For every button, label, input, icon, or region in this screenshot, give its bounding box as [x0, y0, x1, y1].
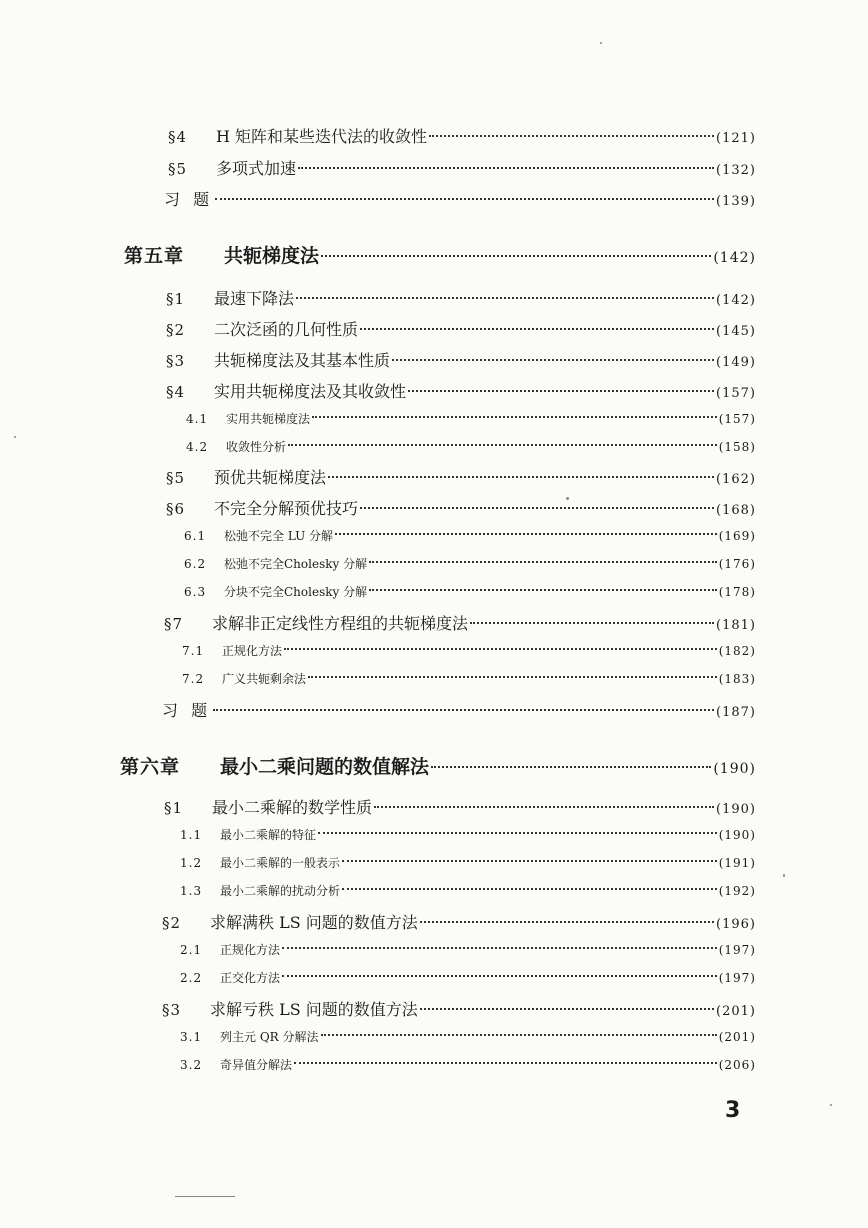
dot-leader	[328, 476, 714, 478]
page-number: (182)	[718, 644, 756, 658]
entry-title: 求解满秩 LS 问题的数值方法	[210, 913, 418, 932]
subsection-number: 1.1	[180, 828, 203, 842]
subsection-number: 7.2	[182, 672, 205, 686]
entry-title: 最小二乘解的数学性质	[212, 798, 373, 817]
section-number: §2	[166, 321, 186, 339]
page-number: (157)	[718, 412, 756, 426]
dot-leader	[288, 444, 717, 446]
subsection-number: 7.1	[182, 644, 205, 658]
subsection-number: 3.2	[180, 1058, 203, 1072]
subsection-number: 1.2	[180, 856, 203, 870]
toc-entry[interactable]	[162, 997, 756, 1020]
subsection-number: 2.1	[180, 943, 203, 957]
toc-entry[interactable]	[168, 124, 756, 147]
dot-leader	[429, 135, 714, 137]
toc-subentry[interactable]	[182, 670, 756, 687]
entry-title: 求解亏秩 LS 问题的数值方法	[210, 1000, 418, 1019]
section-number: §7	[164, 615, 184, 633]
subsection-number: 1.3	[180, 884, 203, 898]
entry-title: 奇异值分解法	[220, 1058, 293, 1072]
dot-leader	[318, 832, 717, 834]
toc-subentry[interactable]	[180, 969, 756, 986]
dot-leader	[470, 622, 714, 624]
toc-entry[interactable]	[166, 379, 756, 402]
subsection-number: 6.2	[184, 557, 207, 571]
entry-title: 实用共轭梯度法及其收敛性	[214, 382, 407, 401]
section-number: §2	[162, 914, 182, 932]
toc-subentry[interactable]	[184, 583, 756, 600]
chapter-number: 第六章	[120, 756, 181, 778]
page-number: (132)	[716, 163, 756, 178]
entry-title: 收敛性分析	[226, 440, 287, 454]
entry-title: 二次泛函的几何性质	[214, 320, 359, 339]
page-number: (142)	[713, 250, 756, 266]
entry-title: 习 题	[162, 701, 212, 720]
toc-entry[interactable]	[166, 317, 756, 340]
entry-title: 实用共轭梯度法	[226, 412, 311, 426]
toc-entry[interactable]	[166, 348, 756, 371]
toc-exercises-entry[interactable]	[162, 698, 756, 721]
toc-entry[interactable]	[166, 286, 756, 309]
page-number: (183)	[718, 672, 756, 686]
dot-leader	[342, 860, 717, 862]
section-number: §5	[168, 160, 188, 178]
page-number: (145)	[716, 324, 756, 339]
entry-title: 不完全分解预优技巧	[214, 499, 359, 518]
dot-leader	[408, 390, 714, 392]
toc-chapter-entry[interactable]	[120, 752, 756, 779]
page-number: (181)	[716, 618, 756, 633]
entry-title: 共轭梯度法及其基本性质	[214, 351, 391, 370]
entry-title: 正交化方法	[220, 971, 281, 985]
toc-subentry[interactable]	[180, 1056, 756, 1073]
page-number: (178)	[718, 585, 756, 599]
section-number: §6	[166, 500, 186, 518]
subsection-number: 3.1	[180, 1030, 203, 1044]
toc-subentry[interactable]	[182, 642, 756, 659]
chapter-title: 最小二乘问题的数值解法	[220, 756, 430, 778]
toc-entry[interactable]	[166, 465, 756, 488]
section-number: §5	[166, 469, 186, 487]
scan-speck	[566, 497, 569, 500]
entry-title: 多项式加速	[216, 159, 297, 178]
page-number: (190)	[713, 761, 756, 777]
toc-subentry[interactable]	[180, 1028, 756, 1045]
dot-leader	[294, 1062, 717, 1064]
chapter-title: 共轭梯度法	[224, 245, 320, 267]
entry-title: 广义共轭剩余法	[222, 672, 307, 686]
page-number: (149)	[716, 355, 756, 370]
dot-leader	[215, 198, 714, 200]
scan-speck	[600, 42, 602, 44]
dot-leader	[284, 648, 717, 650]
toc-subentry[interactable]	[180, 882, 756, 899]
entry-title: 松弛不完全 LU 分解	[224, 529, 334, 543]
section-number: §4	[168, 128, 188, 146]
page-number: (169)	[718, 529, 756, 543]
dot-leader	[360, 328, 714, 330]
dot-leader	[312, 416, 717, 418]
page-number: (157)	[716, 386, 756, 401]
entry-title: 松弛不完全Cholesky 分解	[224, 557, 368, 571]
toc-subentry[interactable]	[184, 555, 756, 572]
toc-subentry[interactable]	[184, 527, 756, 544]
section-number: §3	[162, 1001, 182, 1019]
dot-leader	[392, 359, 714, 361]
toc-entry[interactable]	[168, 156, 756, 179]
entry-title: 最小二乘解的特征	[220, 828, 317, 842]
entry-title: 预优共轭梯度法	[214, 468, 327, 487]
page-number: (190)	[716, 802, 756, 817]
page-number: (139)	[716, 194, 756, 209]
entry-title: 最小二乘解的扰动分析	[220, 884, 341, 898]
page-number: (142)	[716, 293, 756, 308]
section-number: §1	[166, 290, 186, 308]
page-number: (201)	[716, 1004, 756, 1019]
page-number: (162)	[716, 472, 756, 487]
entry-title: 正规化方法	[220, 943, 281, 957]
scan-speck	[14, 436, 16, 438]
toc-subentry[interactable]	[180, 826, 756, 843]
entry-title: 正规化方法	[222, 644, 283, 658]
page-folio-number: 3	[725, 1098, 741, 1123]
entry-title: 求解非正定线性方程组的共轭梯度法	[212, 614, 469, 633]
page-number: (187)	[716, 705, 756, 720]
dot-leader	[369, 561, 717, 563]
chapter-number: 第五章	[124, 245, 185, 267]
dot-leader	[369, 589, 717, 591]
scan-speck	[830, 1104, 832, 1106]
page-number: (196)	[716, 917, 756, 932]
toc-entry[interactable]	[164, 795, 756, 818]
subsection-number: 6.3	[184, 585, 207, 599]
scan-speck	[175, 1196, 235, 1197]
entry-title: 习 题	[164, 190, 214, 209]
page-number: (190)	[718, 828, 756, 842]
toc-entry[interactable]	[162, 910, 756, 933]
dot-leader	[308, 676, 717, 678]
page-number: (197)	[718, 943, 756, 957]
subsection-number: 4.2	[186, 440, 209, 454]
page-number: (197)	[718, 971, 756, 985]
toc-entry[interactable]	[166, 496, 756, 519]
entry-title: H 矩阵和某些迭代法的收敛性	[216, 127, 428, 146]
page-number: (206)	[718, 1058, 756, 1072]
entry-title: 分块不完全Cholesky 分解	[224, 585, 368, 599]
entry-title: 列主元 QR 分解法	[220, 1030, 319, 1044]
dot-leader	[282, 947, 717, 949]
page-number: (192)	[718, 884, 756, 898]
page-number: (176)	[718, 557, 756, 571]
dot-leader	[213, 709, 714, 711]
toc-exercises-entry[interactable]	[164, 187, 756, 210]
toc-subentry[interactable]	[186, 410, 756, 427]
entry-title: 最速下降法	[214, 289, 295, 308]
dot-leader	[420, 921, 714, 923]
dot-leader	[431, 766, 711, 768]
subsection-number: 6.1	[184, 529, 207, 543]
page-number: (201)	[718, 1030, 756, 1044]
toc-subentry[interactable]	[180, 941, 756, 958]
scan-speck	[783, 874, 785, 877]
dot-leader	[335, 533, 717, 535]
dot-leader	[298, 167, 714, 169]
subsection-number: 4.1	[186, 412, 209, 426]
page-number: (121)	[716, 131, 756, 146]
dot-leader	[296, 297, 714, 299]
section-number: §1	[164, 799, 184, 817]
dot-leader	[360, 507, 714, 509]
dot-leader	[420, 1008, 714, 1010]
toc-chapter-entry[interactable]	[124, 241, 756, 268]
dot-leader	[282, 975, 717, 977]
toc-entry[interactable]	[164, 611, 756, 634]
dot-leader	[374, 806, 714, 808]
page-number: (168)	[716, 503, 756, 518]
section-number: §4	[166, 383, 186, 401]
page-number: (158)	[718, 440, 756, 454]
subsection-number: 2.2	[180, 971, 203, 985]
toc-subentry[interactable]	[186, 438, 756, 455]
page-number: (191)	[718, 856, 756, 870]
dot-leader	[342, 888, 717, 890]
dot-leader	[321, 255, 711, 257]
dot-leader	[321, 1034, 717, 1036]
toc-subentry[interactable]	[180, 854, 756, 871]
section-number: §3	[166, 352, 186, 370]
entry-title: 最小二乘解的一般表示	[220, 856, 341, 870]
